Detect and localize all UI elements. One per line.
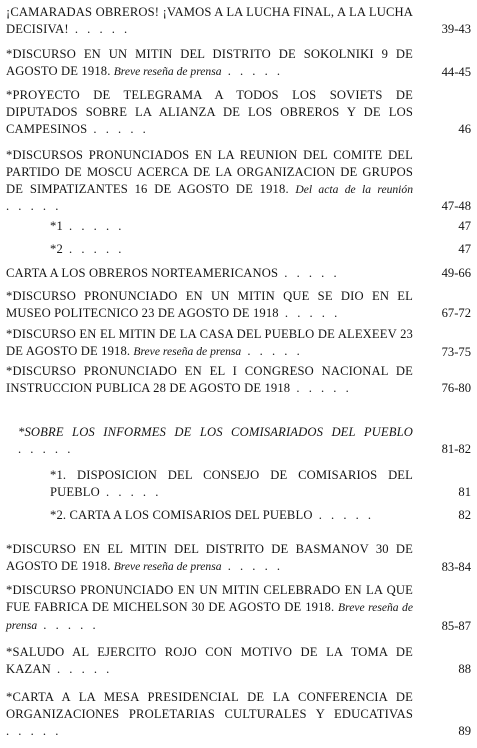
toc-entry-note: Del acta de la reunión — [295, 182, 413, 196]
toc-entry-title: *2. CARTA A LOS COMISARIOS DEL PUEBLO — [50, 508, 313, 522]
toc-entry-title: *DISCURSO EN UN MITIN DEL DISTRITO DE SOKOLNIKI 9 DE AGOSTO DE 1918. — [6, 47, 413, 78]
toc-page-number: 47 — [458, 219, 471, 233]
toc-page-number: 44-45 — [441, 64, 471, 79]
dot-leader: . . . . . — [278, 305, 341, 320]
toc-page-number: 88 — [458, 661, 471, 676]
dot-leader: . . . . . — [87, 121, 149, 136]
dot-leader: . . . . . — [37, 617, 99, 632]
toc-entry — [6, 644, 471, 678]
toc-page-number: 82 — [458, 508, 471, 522]
dot-leader: . . . . . — [62, 219, 125, 233]
toc-entry — [6, 46, 471, 81]
toc-entry-title: *DISCURSO PRONUNCIADO EN UN MITIN QUE SE DIO EN EL MUSEO POLITECNICO 23 DE AGOSTO DE 1918 — [6, 289, 413, 320]
toc-entry — [6, 265, 471, 282]
toc-page-number: 76-80 — [441, 380, 471, 395]
toc-page-number: 81 — [458, 484, 471, 499]
dot-leader: . . . . . — [99, 484, 162, 499]
dot-leader: . . . . . — [221, 63, 284, 78]
toc-page-number: 47 — [458, 242, 471, 256]
toc-entry-note: Breve reseña de prensa — [6, 600, 413, 632]
toc-entry — [6, 4, 471, 38]
dot-leader: . . . . . — [312, 508, 375, 522]
toc-entry — [50, 241, 471, 258]
dot-leader: . . . . . — [6, 723, 62, 738]
toc-entry-title: *1 — [50, 219, 63, 233]
toc-entry-title: *2 — [50, 242, 63, 256]
toc-entry-title: *CARTA A LA MESA PRESIDENCIAL DE LA CONFERENCIA DE ORGANIZACIONES PROLETARIAS CULTURALES Y EDUCATIVAS — [6, 690, 413, 721]
toc-page-number: 39-43 — [441, 21, 471, 36]
toc-entry — [6, 689, 471, 739]
toc-entry-note: Breve reseña de prensa — [133, 344, 242, 358]
toc-entry-title: *DISCURSO PRONUNCIADO EN UN MITIN CELEBRADO EN LA QUE FUE FABRICA DE MICHELSON 30 DE AGOSTO DE 1918. — [6, 583, 413, 614]
dot-leader: . . . . . — [241, 343, 303, 358]
toc-entry — [50, 218, 471, 235]
toc-entry-title: ¡CAMARADAS OBREROS! ¡VAMOS A LA LUCHA FINAL, A LA LUCHA DECISIVA! — [6, 5, 413, 36]
toc-entry-title: *DISCURSO EN EL MITIN DE LA CASA DEL PUEBLO DE ALEXEEV 23 DE AGOSTO DE 1918. — [6, 327, 413, 358]
toc-entry-note: Breve reseña de prensa — [113, 559, 222, 573]
toc-entry — [50, 467, 471, 501]
toc-entry-title: *DISCURSOS PRONUNCIADOS EN LA REUNION DEL COMITE DEL PARTIDO DE MOSCU ACERCA DE LA ORGANIZACION DE GRUPOS DE SIMPATIZANTES 16 DE AGOSTO DE 1918. — [6, 148, 413, 196]
toc-entry — [6, 147, 471, 215]
toc-entry — [6, 541, 471, 576]
toc-page-number: 85-87 — [441, 618, 471, 633]
toc-entry-title: *1. DISPOSICION DEL CONSEJO DE COMISARIOS DEL PUEBLO — [50, 468, 413, 499]
toc-page-number: 89 — [458, 723, 471, 738]
toc-entry-title: *PROYECTO DE TELEGRAMA A TODOS LOS SOVIETS DE DIPUTADOS SOBRE LA ALIANZA DE LOS OBREROS Y DE LOS CAMPESINOS — [6, 88, 413, 136]
toc-entry-title: *SALUDO AL EJERCITO ROJO CON MOTIVO DE LA TOMA DE KAZAN — [6, 645, 413, 676]
dot-leader: . . . . . — [18, 441, 74, 456]
dot-leader: . . . . . — [278, 266, 340, 280]
toc-entry — [50, 507, 471, 524]
dot-leader: . . . . . — [50, 661, 113, 676]
dot-leader: . . . . . — [62, 242, 125, 256]
toc-entry — [6, 582, 471, 634]
dot-leader: . . . . . — [6, 199, 62, 214]
toc-entry-title: *DISCURSO PRONUNCIADO EN EL I CONGRESO NACIONAL DE INSTRUCCION PUBLICA 28 DE AGOSTO DE 1918 — [6, 364, 413, 395]
dot-leader: . . . . . — [221, 558, 284, 573]
toc-page-number: 81-82 — [441, 441, 471, 456]
toc-page-number: 46 — [458, 121, 471, 136]
toc-entry — [6, 363, 471, 397]
dot-leader: . . . . . — [290, 380, 352, 395]
dot-leader: . . . . . — [68, 21, 131, 36]
toc-entry — [6, 87, 471, 137]
toc-page-number: 73-75 — [441, 344, 471, 359]
toc-entry-note: Breve reseña de prensa — [113, 64, 222, 78]
toc-entry-title: *SOBRE LOS INFORMES DE LOS COMISARIADOS DEL PUEBLO — [18, 425, 413, 439]
toc-entry-title: *DISCURSO EN EL MITIN DEL DISTRITO DE BASMANOV 30 DE AGOSTO DE 1918. — [6, 542, 413, 573]
toc-page-number: 49-66 — [441, 266, 471, 280]
toc-entry-title: CARTA A LOS OBREROS NORTEAMERICANOS — [6, 266, 279, 280]
toc-entry — [6, 326, 471, 361]
toc-page-number: 83-84 — [441, 559, 471, 574]
toc-entry — [18, 424, 471, 458]
toc-page-number: 47-48 — [441, 199, 471, 214]
toc-entry — [6, 288, 471, 322]
toc-page-number: 67-72 — [441, 305, 471, 320]
